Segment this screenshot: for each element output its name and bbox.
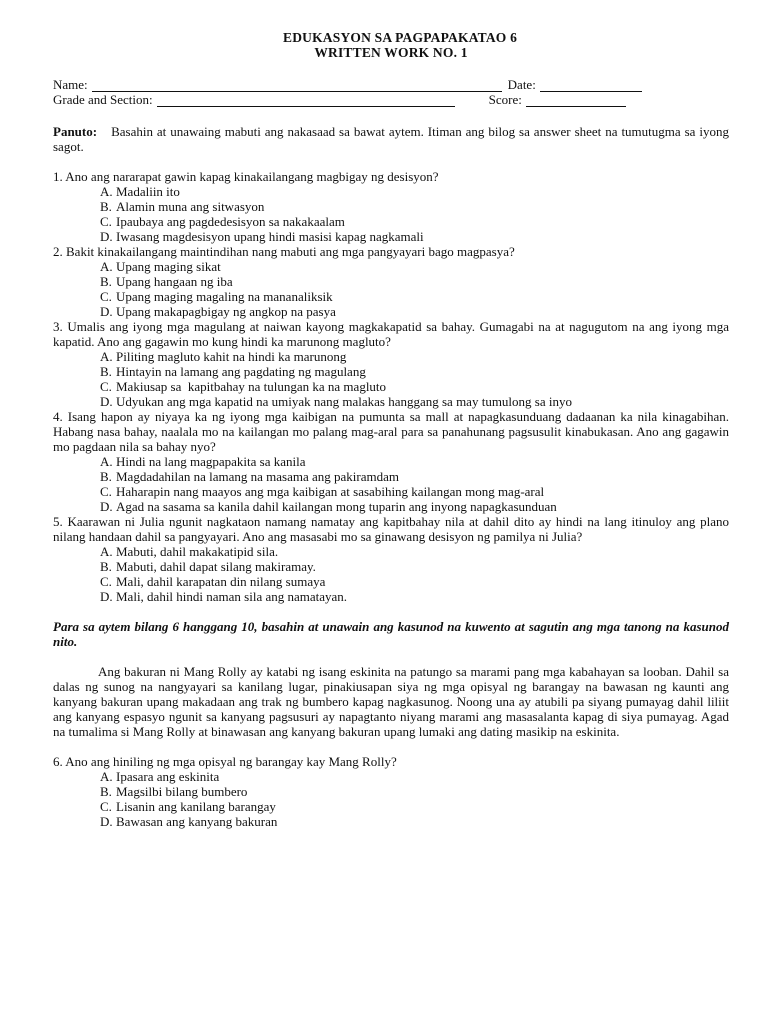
directions-text: Basahin at unawaing mabuti ang nakasaad sa bawat aytem. Itiman ang bilog sa answer sheet na tumutugma sa iyong sagot. [53,124,729,154]
choice-list [100,544,729,604]
choice-text: Ipaubaya ang pagdedesisyon sa nakakaalam [116,214,345,229]
grade-row [53,92,729,107]
directions-label: Panuto: [53,124,98,139]
score-field[interactable] [526,94,626,107]
question-4 [53,409,729,514]
choice-item[interactable] [100,814,729,829]
choice-text: Magdadahilan na lamang na masama ang pakiramdam [116,469,400,484]
choice-item[interactable] [100,304,729,319]
choice-text: Udyukan ang mga kapatid na umiyak nang malakas hanggang sa may tumulong sa inyo [116,394,572,409]
choice-text: Upang hangaan ng iba [116,274,233,289]
story-instruction: Para sa aytem bilang 6 hanggang 10, basahin at unawain ang kasunod na kuwento at sagutin ang mga tanong na kasunod nito. [53,619,729,649]
choice-text: Bawasan ang kanyang bakuran [116,814,278,829]
choice-item[interactable] [100,784,729,799]
question-text: 4. Isang hapon ay niyaya ka ng iyong mga kaibigan na pumunta sa mall at napagkasunduang dadaanan ka nila kinagabihan. Habang nasa bahay, naalala mo na kailangan mo palang mag-aral para sa panahunang pagsusulit kinabukasan. Ano ang gagawin mo pagdaan nila sa bahay nyo? [53,409,729,454]
choice-letter: C. [100,379,112,394]
choice-item[interactable] [100,469,729,484]
choice-letter: D. [100,589,113,604]
choice-letter: A. [100,349,113,364]
grade-field[interactable] [157,94,455,107]
question-3 [53,319,729,409]
name-row [53,77,729,92]
choice-text: Upang maging sikat [116,259,221,274]
choice-item[interactable] [100,259,729,274]
question-text: 5. Kaarawan ni Julia ngunit nagkataon namang namatay ang kapitbahay nila at dahil dito ay hindi na lang itinuloy ang plano nilang handaan dahil sa pangyayari. Ano ang masasabi mo sa ginawang desisyon ng pamilya ni Julia? [53,514,729,544]
choice-letter: B. [100,274,112,289]
choice-letter: B. [100,199,112,214]
choice-list [100,259,729,319]
choice-item[interactable] [100,274,729,289]
choice-text: Ipasara ang eskinita [116,769,220,784]
choice-letter: A. [100,184,113,199]
choice-item[interactable] [100,364,729,379]
choice-item[interactable] [100,544,729,559]
choice-item[interactable] [100,349,729,364]
choice-letter: D. [100,304,113,319]
choice-item[interactable] [100,214,729,229]
choice-item[interactable] [100,394,729,409]
question-list [53,169,729,604]
date-label: Date: [507,77,536,92]
choice-letter: A. [100,544,113,559]
choice-item[interactable] [100,229,729,244]
choice-text: Mali, dahil karapatan din nilang sumaya [116,574,326,589]
choice-item[interactable] [100,379,729,394]
worksheet-page [53,30,729,829]
choice-text: Mabuti, dahil dapat silang makiramay. [116,559,316,574]
question-2 [53,244,729,319]
choice-letter: C. [100,799,112,814]
choice-item[interactable] [100,484,729,499]
choice-letter: A. [100,454,113,469]
choice-item[interactable] [100,199,729,214]
choice-letter: C. [100,574,112,589]
choice-text: Haharapin nang maayos ang mga kaibigan at sasabihing kailangan mong mag-aral [116,484,545,499]
choice-letter: D. [100,229,113,244]
choice-list [100,184,729,244]
choice-item[interactable] [100,184,729,199]
choice-item[interactable] [100,589,729,604]
choice-list [100,349,729,409]
question-text: 1. Ano ang nararapat gawin kapag kinakailangang magbigay ng desisyon? [53,169,439,184]
choice-item[interactable] [100,454,729,469]
choice-letter: C. [100,484,112,499]
question-1 [53,169,729,244]
choice-letter: D. [100,499,113,514]
score-label: Score: [488,92,522,107]
choice-letter: C. [100,214,112,229]
choice-letter: A. [100,769,113,784]
choice-text: Mali, dahil hindi naman sila ang namatayan. [116,589,348,604]
directions [53,124,729,154]
choice-item[interactable] [100,574,729,589]
choice-item[interactable] [100,289,729,304]
choice-list [100,454,729,514]
choice-text: Mabuti, dahil makakatipid sila. [116,544,279,559]
story-text: Ang bakuran ni Mang Rolly ay katabi ng isang eskinita na patungo sa marami pang mga kabahayan sa looban. Dahil sa dalas ng sunog na nangyayari sa kanilang lugar, pinakiusapan siya ng mga opisyal ng barangay na bawasan ng kaunti ang kanyang bakuran upang makadaan ang trak ng bumbero kapag nagkasunog. Noong una ay atubili pa siyang pumayag dahil liliit ang kanyang espasyo ngunit sa kanyang pagsusuri ay napagtanto niyang marami ang masasalanta kapag di siya pumayag. Agad na tumalima si Mang Rolly at binawasan ang kanyang bakuran upang lumaki ang dating masikip na eskinita. [53,664,729,739]
choice-text: Upang maging magaling na mananaliksik [116,289,333,304]
date-field[interactable] [540,79,642,92]
story-passage [53,664,729,739]
choice-letter: B. [100,559,112,574]
choice-text: Piliting magluto kahit na hindi ka marunong [116,349,347,364]
name-label: Name: [53,77,88,92]
choice-letter: A. [100,259,113,274]
choice-letter: C. [100,289,112,304]
choice-text: Magsilbi bilang bumbero [116,784,248,799]
choice-list [100,769,729,829]
choice-text: Upang makapagbigay ng angkop na pasya [116,304,336,319]
choice-letter: B. [100,784,112,799]
choice-letter: D. [100,394,113,409]
choice-text: Agad na sasama sa kanila dahil kailangan mong tuparin ang inyong napagkasunduan [116,499,557,514]
question-text: 2. Bakit kinakailangang maintindihan nang mabuti ang mga pangyayari bago magpasya? [53,244,515,259]
choice-text: Alamin muna ang sitwasyon [116,199,265,214]
choice-item[interactable] [100,799,729,814]
question-text: 3. Umalis ang iyong mga magulang at naiwan kayong magkakapatid sa bahay. Gumagabi na at nagugutom na ang iyong mga kapatid. Ano ang gagawin mo kung hindi ka marunong magluto? [53,319,729,349]
name-field[interactable] [92,79,502,92]
choice-item[interactable] [100,769,729,784]
choice-text: Hindi na lang magpapakita sa kanila [116,454,306,469]
choice-letter: D. [100,814,113,829]
choice-letter: B. [100,364,112,379]
choice-text: Hintayin na lamang ang pagdating ng magulang [116,364,366,379]
choice-text: Madaliin ito [116,184,180,199]
student-info [53,77,729,107]
choice-text: Iwasang magdesisyon upang hindi masisi kapag nagkamali [116,229,424,244]
grade-label: Grade and Section: [53,92,153,107]
question-6 [53,754,729,829]
page-subtitle: WRITTEN WORK NO. 1 [314,45,468,60]
question-5 [53,514,729,604]
choice-text: Makiusap sa kapitbahay na tulungan ka na magluto [116,379,387,394]
choice-text: Lisanin ang kanilang barangay [116,799,276,814]
choice-item[interactable] [100,499,729,514]
choice-letter: B. [100,469,112,484]
choice-item[interactable] [100,559,729,574]
page-title: EDUKASYON SA PAGPAPAKATAO 6 [282,30,518,45]
question-text: 6. Ano ang hiniling ng mga opisyal ng barangay kay Mang Rolly? [53,754,397,769]
